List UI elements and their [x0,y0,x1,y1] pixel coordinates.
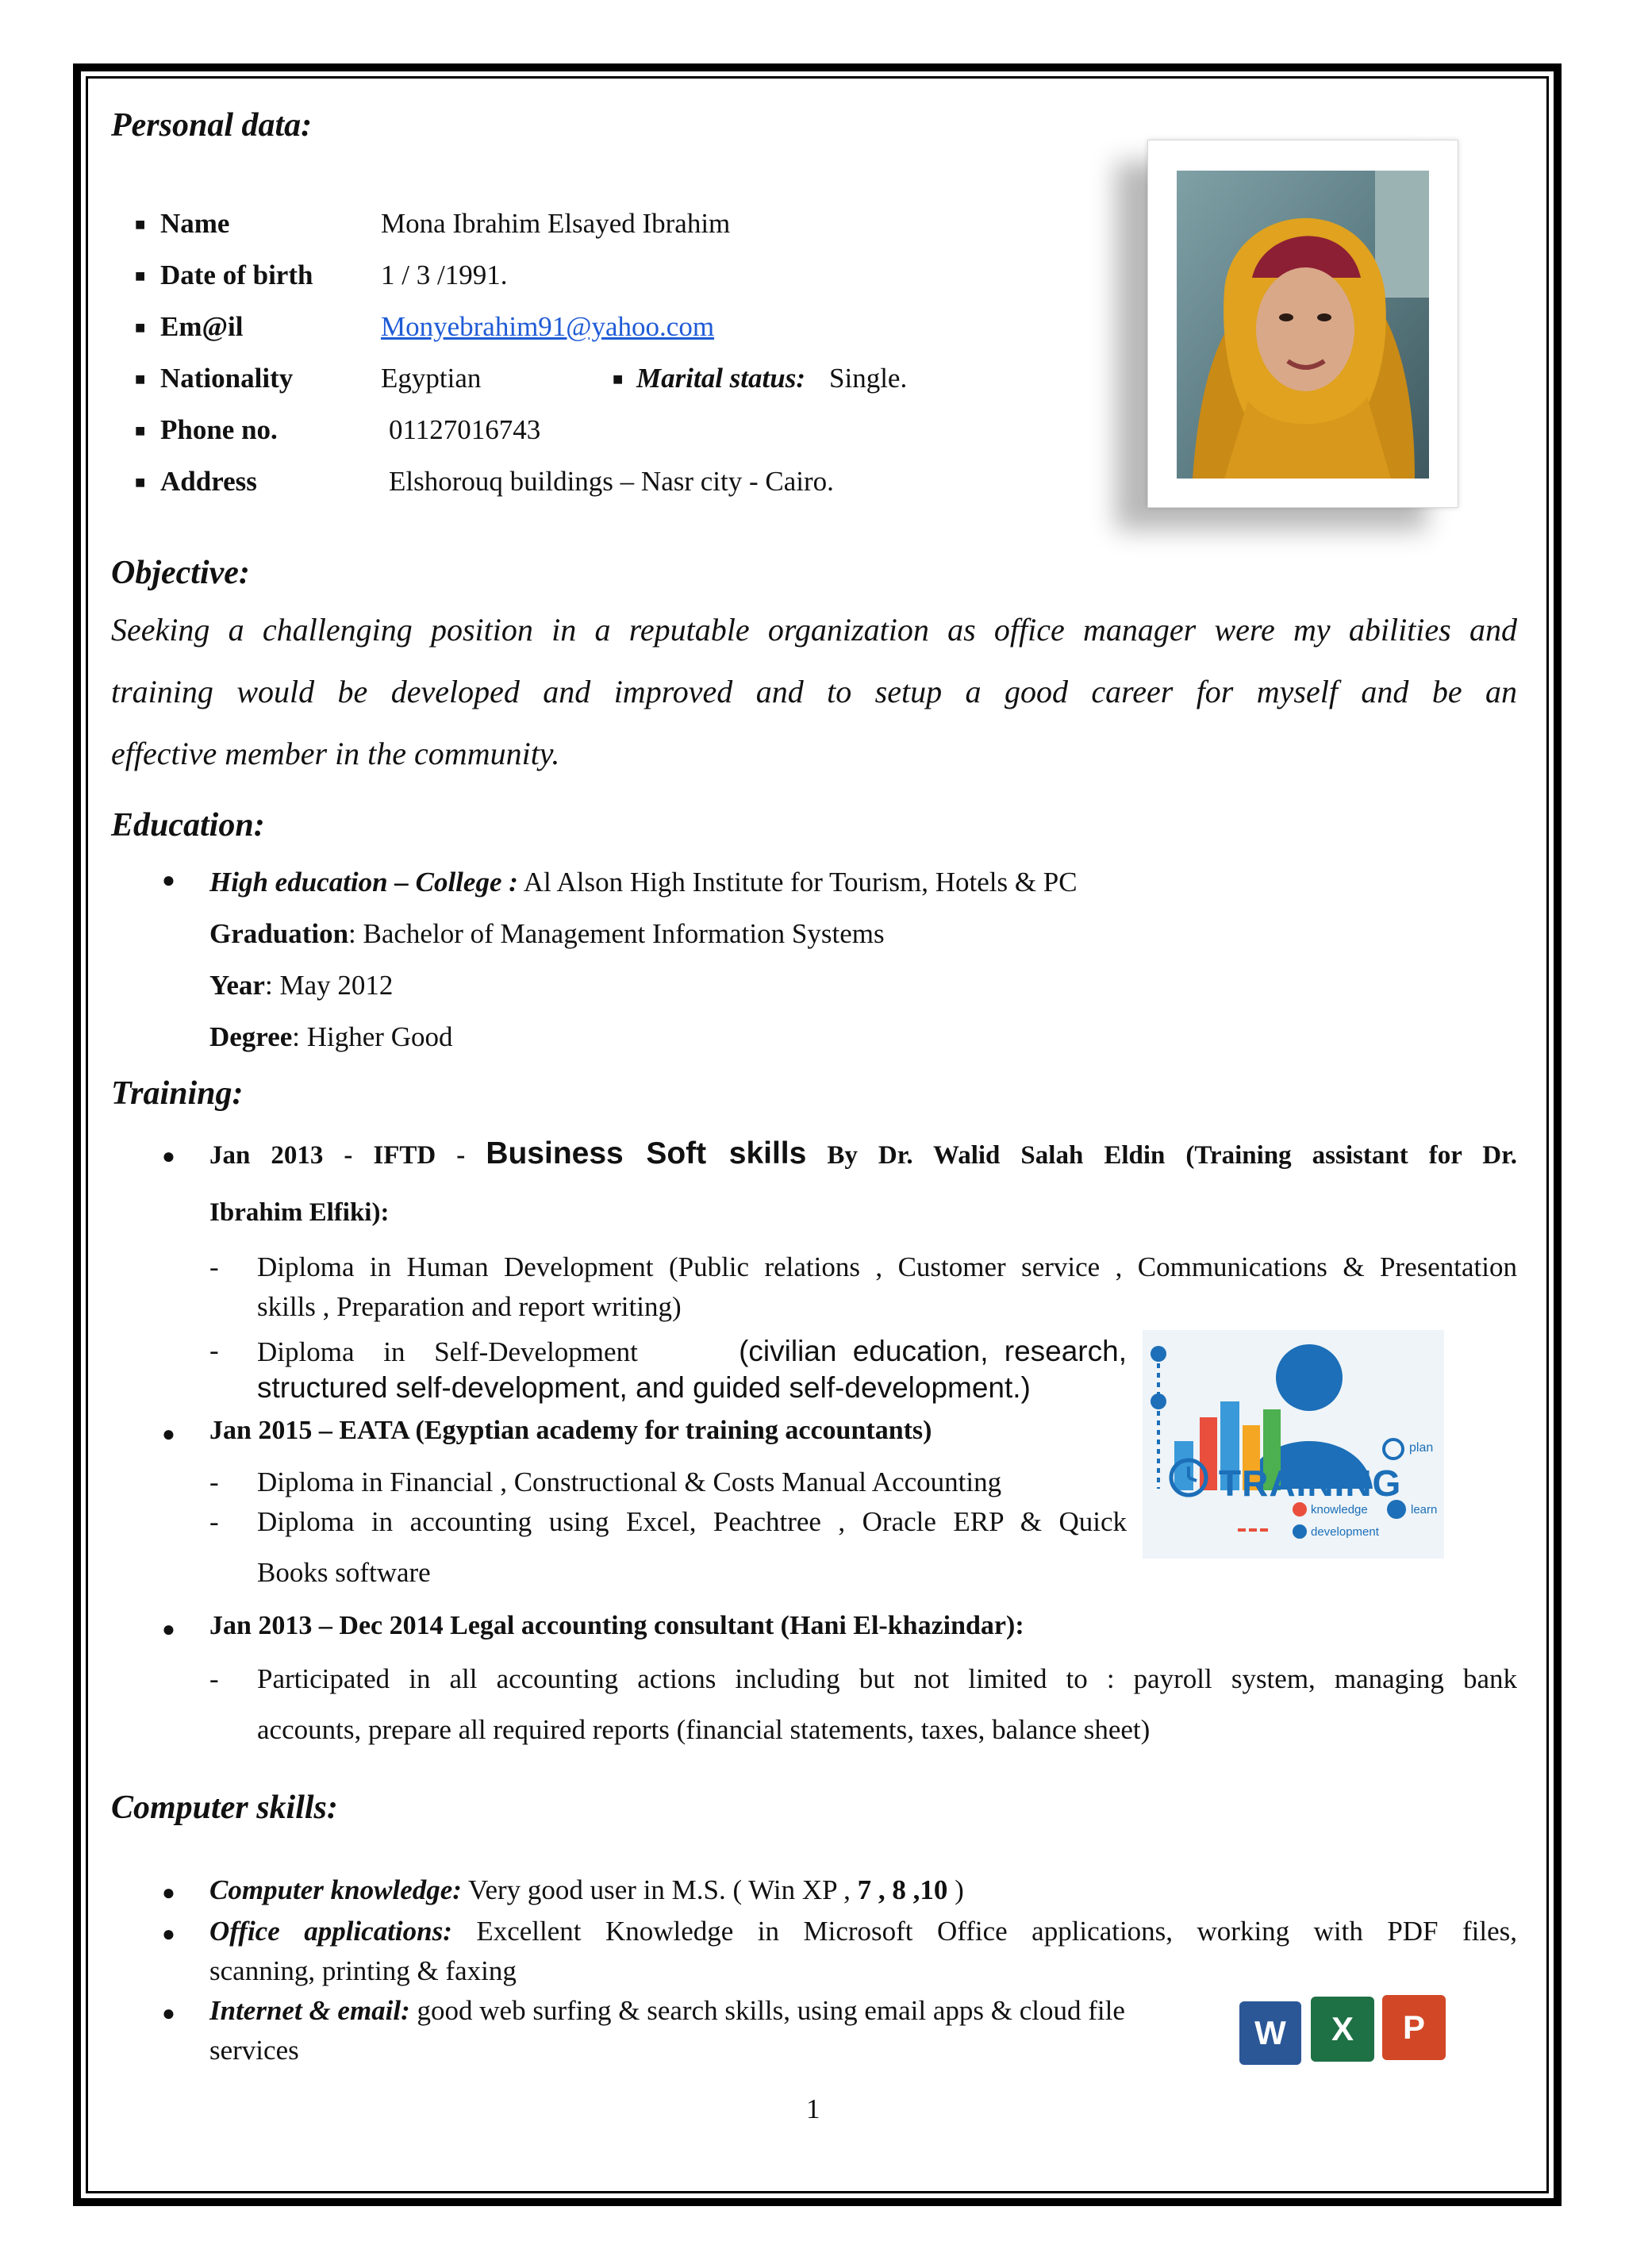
training-heading: Training: [111,1075,244,1112]
training-1-sub-1-line-1: Diploma in Human Development (Public relations , Customer service , Communications & Presentation [257,1251,1517,1282]
college-value: Al Alson High Institute for Tourism, Hotels & PC [517,867,1078,898]
email-label: Em@il [160,311,244,342]
round-bullet-icon: ● [162,1144,175,1169]
office-applications-label: Office applications: [209,1916,452,1947]
education-degree [209,1021,453,1053]
marital-status-label: Marital status: [636,363,805,394]
personal-data-heading: Personal data: [111,107,313,144]
round-bullet-icon: ● [162,1922,175,1947]
word-icon: W [1239,2001,1301,2065]
objective-line-1: Seeking a challenging position in a reputable organization as office manager were my abilities and [111,612,1517,648]
training-2-sub-2-line-1: Diploma in accounting using Excel, Peachtree , Oracle ERP & Quick [257,1506,1127,1537]
address-value: Elshorouq buildings – Nasr city - Cairo. [389,466,834,497]
training-item-2: Jan 2015 – EATA (Egyptian academy for training accountants) [209,1416,932,1445]
dob-label: Date of birth [160,259,313,290]
square-bullet-icon: ■ [135,369,146,389]
email-link[interactable]: Monyebrahim91@yahoo.com [381,311,715,342]
training-tag-development: development [1311,1525,1379,1539]
education-year [209,970,393,1001]
round-bullet-icon: ● [162,1881,175,1905]
objective-line-2: training would be developed and improved and to setup a good career for myself and be an [111,674,1517,709]
training-2-sub-1: Diploma in Financial , Constructional & Costs Manual Accounting [257,1467,1002,1497]
year-label: Year [209,970,265,1001]
training-item-1-line-1 [209,1136,1517,1171]
dash-bullet: - [209,1251,219,1282]
internet-email-line-1 [209,1995,1125,2027]
square-bullet-icon: ■ [613,369,624,389]
computer-knowledge-label: Computer knowledge: [209,1874,462,1905]
training-tag-plan: plan [1409,1441,1434,1455]
round-bullet-icon: ● [162,1422,175,1447]
office-applications-line-1 [209,1916,1517,1947]
year-value: : May 2012 [264,970,394,1001]
training-1-sub-2-line-1 [257,1335,1127,1368]
internet-email-label: Internet & email: [209,1995,410,2026]
training-item-1-line-2: Ibrahim Elfiki): [209,1198,390,1227]
page-number: 1 [806,2093,820,2124]
training-2-sub-2-line-2: Books software [257,1557,431,1588]
degree-value: : Higher Good [292,1021,453,1052]
training-3-sub-1-line-2: accounts, prepare all required reports (financial statements, taxes, balance sheet) [257,1714,1151,1745]
marital-status-value: Single. [829,363,908,394]
training-3-sub-1-line-1: Participated in all accounting actions including but not limited to : payroll system, managing bank [257,1663,1517,1694]
training-image-word: TRAINING [1219,1463,1402,1504]
powerpoint-icon: P [1382,1995,1446,2060]
office-applications-text: Excellent Knowledge in Microsoft Office applications, working with PDF files, [451,1916,1517,1947]
training-item-1-course: Business Soft skills [486,1136,807,1171]
training-illustration [1143,1330,1444,1559]
training-item-1-rest: By Dr. Walid Salah Eldin (Training assistant for Dr. [827,1141,1517,1170]
training-1-sub-1-line-2: skills , Preparation and report writing) [257,1291,682,1322]
round-bullet-icon: ● [162,1617,175,1642]
square-bullet-icon: ■ [135,317,146,337]
profile-photo [1147,140,1458,508]
computer-knowledge-item [209,1874,964,1906]
computer-knowledge-end: ) [947,1874,964,1905]
square-bullet-icon: ■ [135,421,146,440]
phone-label: Phone no. [160,414,278,445]
training-1-sub-2-line-2: structured self-development, and guided self-development.) [257,1371,1031,1404]
name-value: Mona Ibrahim Elsayed Ibrahim [381,208,731,239]
address-label: Address [160,466,257,497]
college-label: High education – College : [209,867,518,898]
dash-bullet: - [209,1467,219,1497]
objective-heading: Objective: [111,555,250,591]
office-applications-line-2: scanning, printing & faxing [209,1955,517,1986]
internet-email-text: good web surfing & search skills, using email apps & cloud file [409,1995,1125,2026]
square-bullet-icon: ■ [135,472,146,492]
nationality-value: Egyptian [381,363,482,394]
phone-value: 01127016743 [389,414,541,445]
internet-email-line-2: services [209,2035,299,2066]
objective-line-3: effective member in the community. [111,736,560,771]
training-item-3: Jan 2013 – Dec 2014 Legal accounting consultant (Hani El-khazindar): [209,1611,1024,1640]
training-tag-knowledge: knowledge [1311,1503,1368,1516]
dash-bullet: - [209,1663,219,1694]
round-bullet-icon: ● [162,2001,175,2026]
dash-bullet: - [209,1335,219,1366]
training-tag-learn: learn [1411,1503,1438,1516]
nationality-label: Nationality [160,363,294,394]
dob-value: 1 / 3 /1991. [381,259,508,290]
training-item-1-prefix: Jan 2013 - IFTD - [209,1141,466,1170]
square-bullet-icon: ■ [135,266,146,286]
training-graphic-icon [1143,1330,1444,1559]
graduation-value: : Bachelor of Management Information Systems [348,918,885,949]
round-bullet-icon: ● [162,868,175,893]
dash-bullet: - [209,1506,219,1537]
computer-skills-heading: Computer skills: [111,1789,338,1826]
training-1-sub-2-b: (civilian education, research, [739,1335,1127,1367]
training-1-sub-2-a: Diploma in Self-Development [257,1336,638,1367]
education-college [209,867,1078,898]
office-icons [1239,1993,1447,2066]
education-graduation [209,918,885,950]
computer-knowledge-versions: 7 , 8 ,10 [857,1874,948,1905]
computer-knowledge-text: Very good user in M.S. ( Win XP , [461,1874,851,1905]
education-heading: Education: [111,807,265,844]
degree-label: Degree [209,1021,293,1052]
square-bullet-icon: ■ [135,214,146,234]
name-label: Name [160,208,230,239]
excel-icon: X [1311,1997,1374,2062]
portrait-image [1177,171,1429,479]
graduation-label: Graduation [209,918,349,949]
